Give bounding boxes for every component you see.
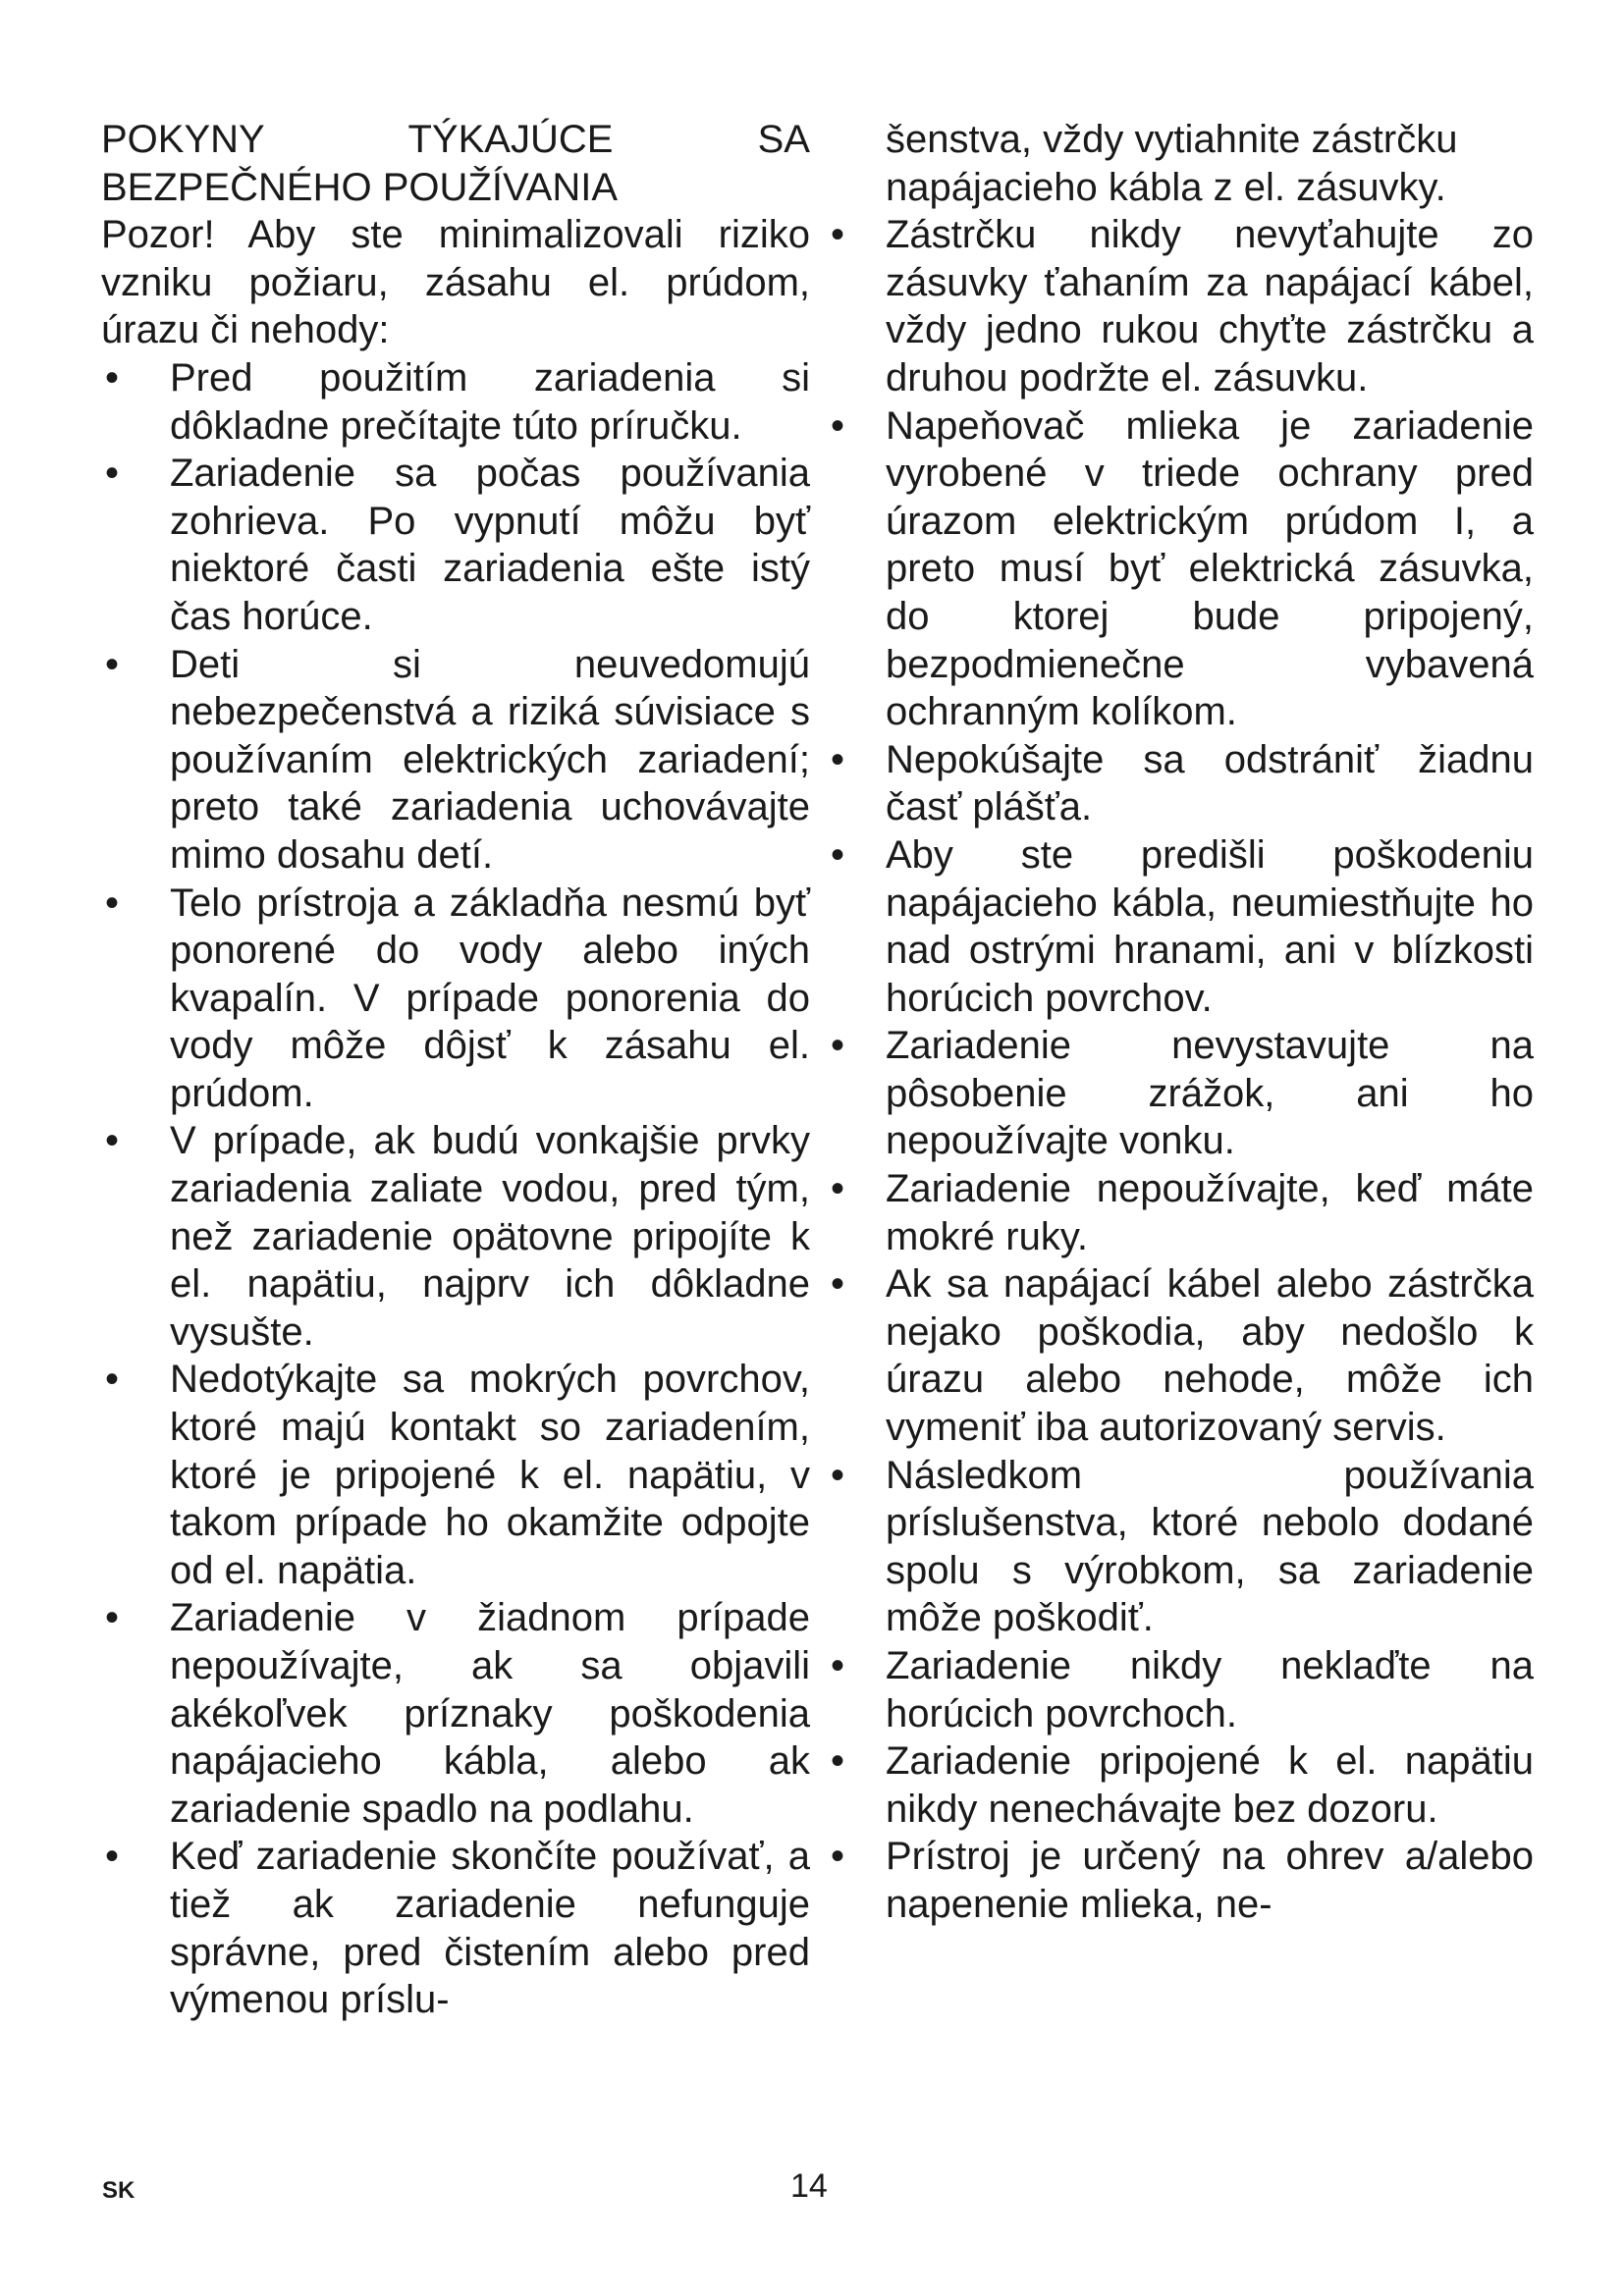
list-item: • Aby ste predišli poškodeniu napájacieho kábla, neumiestňujte ho nad ostrými hranami, ani v blízkosti horúcich povrchov.: [827, 831, 1534, 1022]
continued-text: šenstva, vždy vytiahnite zástrčku napájacieho kábla z el. zásuvky.: [886, 118, 1458, 209]
page-number: 14: [790, 2167, 828, 2205]
list-item: • Zariadenie pripojené k el. napätiu nikdy nenechávajte bez dozoru.: [827, 1737, 1534, 1833]
list-item: • Zariadenie nikdy neklaďte na horúcich povrchoch.: [827, 1642, 1534, 1737]
left-column: [101, 116, 810, 2024]
list-item: • Deti si neuvedomujú nebezpečenstvá a riziká súvisiace s používaním elektrických zariadení; preto také zariadenia uchovávajte mimo dosahu detí.: [101, 641, 810, 880]
list-item: • Napeňovač mlieka je zariadenie vyrobené v triede ochrany pred úrazom elektrickým prúdom I, a preto musí byť elektrická zásuvka, do ktorej bude pripojený, bezpodmienečne vybavená ochranným kolíkom.: [827, 402, 1534, 736]
list-item: • V prípade, ak budú vonkajšie prvky zariadenia zaliate vodou, pred tým, než zariadenie opätovne pripojíte k el. napätiu, najprv ich dôkladne vysušte.: [101, 1117, 810, 1356]
list-item: • Prístroj je určený na ohrev a/alebo napenenie mlieka, ne-: [827, 1833, 1534, 1928]
warning-intro: Pozor! Aby ste minimalizovali riziko vzniku požiaru, zásahu el. prúdom, úrazu či nehody:: [101, 213, 810, 352]
right-column: [827, 116, 1534, 1929]
list-item: • Zariadenie nepoužívajte, keď máte mokré ruky.: [827, 1165, 1534, 1260]
list-item: • Ak sa napájací kábel alebo zástrčka nejako poškodia, aby nedošlo k úrazu alebo nehode, môže ich vymeniť iba autorizovaný servis.: [827, 1260, 1534, 1451]
list-item: • Následkom používania príslušenstva, ktoré nebolo dodané spolu s výrobkom, sa zariadenie môže poškodiť.: [827, 1452, 1534, 1642]
list-item: • Pred použitím zariadenia si dôkladne prečítajte túto príručku.: [101, 354, 810, 450]
list-item: • Zástrčku nikdy nevyťahujte zo zásuvky ťahaním za napájací kábel, vždy jedno rukou chyťte zástrčku a druhou podržte el. zásuvku.: [827, 211, 1534, 401]
language-code: SK: [102, 2177, 135, 2204]
list-item: • Zariadenie v žiadnom prípade nepoužívajte, ak sa objavili akékoľvek príznaky poškodenia napájacieho kábla, alebo ak zariadenie spadlo na podlahu.: [101, 1594, 810, 1833]
list-item: • Nepokúšajte sa odstrániť žiadnu časť plášťa.: [827, 736, 1534, 831]
safety-list-left: [101, 354, 810, 2024]
safety-list-right: [827, 211, 1534, 1928]
list-item: • Telo prístroja a základňa nesmú byť ponorené do vody alebo iných kvapalín. V prípade ponorenia do vody môže dôjsť k zásahu el. prúdom.: [101, 880, 810, 1118]
section-heading: POKYNY TÝKAJÚCE SA BEZPEČNÉHO POUŽÍVANIA: [101, 118, 810, 209]
list-item: • Zariadenie nevystavujte na pôsobenie zrážok, ani ho nepoužívajte vonku.: [827, 1022, 1534, 1165]
list-item: • Nedotýkajte sa mokrých povrchov, ktoré majú kontakt so zariadením, ktoré je pripojené k el. napätiu, v takom prípade ho okamžite odpojte od el. napätia.: [101, 1356, 810, 1594]
list-item: • Zariadenie sa počas používania zohrieva. Po vypnutí môžu byť niektoré časti zariadenia ešte istý čas horúce.: [101, 450, 810, 640]
list-item: • Keď zariadenie skončíte používať, a tiež ak zariadenie nefunguje správne, pred čistením alebo pred výmenou príslu-: [101, 1833, 810, 2023]
